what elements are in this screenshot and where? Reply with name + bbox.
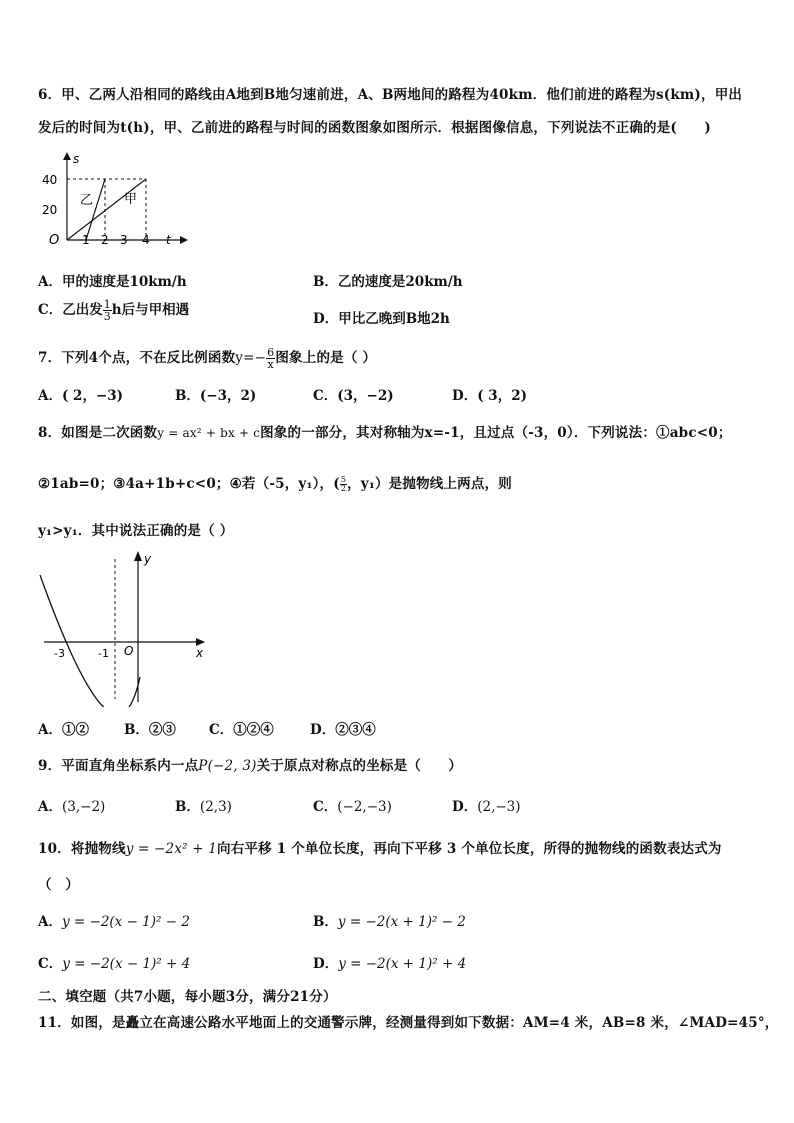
q9-option-b-value: (2,3) [199, 799, 232, 815]
q8-line2-frac-num: 5 [340, 475, 347, 484]
q6-distance-time-graph [40, 150, 190, 250]
q9-point: P(−2, 3) [198, 758, 257, 774]
q6-option-c-fraction [103, 299, 112, 322]
q8-parabola-graph [36, 547, 216, 707]
q6-option-a: A．甲的速度是10km/h [38, 274, 187, 290]
q6-option-b: B．乙的速度是20km/h [313, 274, 463, 290]
q7-fraction [266, 347, 275, 370]
q8-stem-line2 [38, 472, 512, 493]
q8-graph-y-label: y [144, 552, 152, 566]
q10-option-b [313, 910, 466, 930]
q9-option-a-value: (3,−2) [61, 799, 106, 815]
q7-stem-pre: 7．下列4个点，不在反比例函数 [38, 350, 236, 366]
q6-stem-line2: 发后的时间为t(h)，甲、乙前进的路程与时间的函数图象如图所示．根据图像信息，下列说法不正确的是( ) [38, 120, 711, 136]
q10-option-b-label: B． [313, 914, 338, 930]
q9-stem-post: 关于原点对称点的坐标是（ ） [256, 758, 463, 774]
q6-option-c-frac-num: 1 [103, 298, 111, 311]
q8-line2-fraction [340, 476, 347, 493]
q6-option-c-pre: C．乙出发 [38, 302, 103, 318]
q6-graph-y-tick-40: 40 [42, 173, 58, 187]
q8-graph-origin: O [124, 644, 134, 658]
q8-option-d: D．②③④ [310, 722, 376, 738]
q8-line1-post: 图象的一部分，其对称轴为x=-1，且过点（-3，0）．下列说法：①abc<0； [260, 425, 732, 441]
q10-option-c-value: y = −2(x − 1)² + 4 [62, 956, 191, 972]
q10-option-a-label: A． [38, 914, 62, 930]
q6-graph-origin: O [49, 233, 60, 248]
q8-line2-post: ，y₁）是抛物线上两点，则 [347, 476, 512, 492]
q6-graph-y-tick-20: 20 [42, 203, 58, 217]
q7-func-lhs: y=− [235, 350, 267, 366]
q8-line2-frac-den: 2 [340, 484, 347, 493]
q6-graph-yi-label: 乙 [80, 193, 94, 208]
q8-graph-tick-minus1: -1 [98, 647, 109, 660]
q7-stem [38, 346, 376, 370]
q10-option-d-label: D． [313, 956, 339, 972]
q8-option-b: B．②③ [124, 722, 176, 738]
q6-stem-line1: 6．甲、乙两人沿相同的路线由A地到B地匀速前进，A、B两地间的路程为40km．他们前进的路程为s(km)，甲出 [38, 87, 743, 103]
section2-heading: 二、填空题（共7小题，每小题3分，满分21分） [38, 989, 337, 1005]
q6-option-c [38, 298, 189, 322]
q9-option-d-label: D． [452, 799, 478, 815]
q8-graph-tick-minus3: -3 [54, 647, 65, 660]
q10-option-c [38, 952, 190, 972]
q10-option-d [313, 952, 466, 972]
q10-option-a-value: y = −2(x − 1)² − 2 [61, 914, 190, 930]
q10-stem-pre: 10．将抛物线 [38, 841, 126, 857]
q9-option-c [313, 795, 392, 815]
q7-frac-num: 6 [267, 346, 275, 359]
q10-stem [38, 837, 722, 857]
q6-graph-t-label: t [166, 233, 171, 247]
q6-graph-x-tick-3: 3 [120, 233, 128, 247]
q9-option-a-label: A． [38, 799, 62, 815]
q9-option-a [38, 795, 105, 815]
q7-option-d: D．( 3，2) [452, 388, 527, 404]
q10-option-d-value: y = −2(x + 1)² + 4 [338, 956, 467, 972]
q10-func: y = −2x² + 1 [125, 841, 218, 857]
q6-option-d: D．甲比乙晚到B地2h [313, 311, 450, 327]
q9-option-d-value: (2,−3) [477, 799, 521, 815]
q7-frac-den: x [267, 358, 274, 371]
q7-option-a: A．( 2，−3) [38, 388, 124, 404]
q8-option-c: C．①②④ [209, 722, 274, 738]
q6-option-c-post: h后与甲相遇 [111, 302, 190, 318]
q6-graph-s-label: s [73, 152, 80, 166]
q10-option-b-value: y = −2(x + 1)² − 2 [337, 914, 466, 930]
q6-graph-jia-label: 甲 [124, 192, 138, 207]
q11-stem: 11．如图，是矗立在高速公路水平地面上的交通警示牌，经测量得到如下数据：AM=4 米，AB=8 米，∠MAD=45°， [38, 1015, 779, 1031]
q7-option-c: C．(3，−2) [313, 388, 394, 404]
q10-blank: （ ） [38, 877, 80, 893]
q8-line1-func: y = ax² + bx + c [157, 426, 261, 440]
q6-graph-x-tick-4: 4 [142, 233, 150, 247]
q9-option-d [452, 795, 521, 815]
q9-option-b-label: B． [175, 799, 200, 815]
q8-line1-pre: 8．如图是二次函数 [38, 425, 158, 441]
q9-option-c-value: (−2,−3) [337, 799, 392, 815]
q8-stem-line1 [38, 421, 732, 441]
q7-stem-post: 图象上的是（ ） [275, 350, 377, 366]
q10-option-c-label: C． [38, 956, 63, 972]
q8-option-a: A．①② [38, 722, 89, 738]
q8-stem-line3: y₁>y₁．其中说法正确的是（ ） [38, 523, 234, 539]
q8-graph-x-label: x [196, 646, 204, 660]
q6-graph-x-tick-1: 1 [82, 233, 90, 247]
q9-option-c-label: C． [313, 799, 338, 815]
q6-graph-x-tick-2: 2 [101, 233, 109, 247]
q6-option-c-frac-den: 3 [103, 310, 111, 323]
q10-option-a [38, 910, 190, 930]
q9-option-b [175, 795, 232, 815]
q10-stem-post: 向右平移 1 个单位长度，再向下平移 3 个单位长度，所得的抛物线的函数表达式为 [217, 841, 722, 857]
q9-stem-pre: 9．平面直角坐标系内一点 [38, 758, 199, 774]
q8-line2-pre: ②1ab=0；③4a+1b+c<0；④若（-5，y₁），( [38, 476, 340, 492]
q9-stem [38, 754, 462, 774]
q7-option-b: B．(−3，2) [175, 388, 257, 404]
